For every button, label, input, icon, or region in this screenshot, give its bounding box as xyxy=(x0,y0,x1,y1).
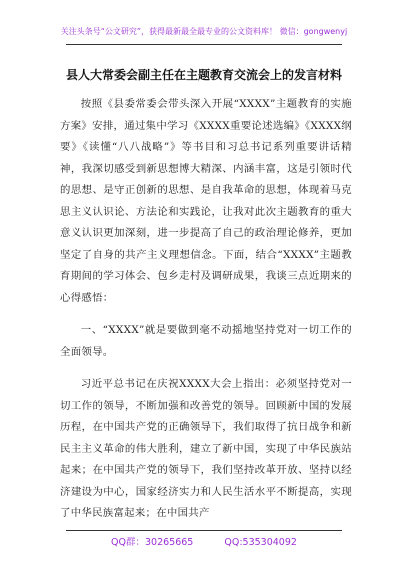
footer-qq-group: QQ群：30265665 xyxy=(111,537,194,548)
header-notice: 关注头条号“公文研究”，获得最新最全最专业的公文资料库！ 微信：gongwenyj xyxy=(60,27,348,36)
paragraph-body: 习近平总书记在庆祝XXXX大会上指出：必须坚持党对一切工作的领导，不断加强和改善党的领导。回顾新中国的发展历程，在中国共产党的正确领导下，我们取得了抗日战争和新民主主义革命的伟大胜利，建立了新中国，实现了中华民族站起来；在中国共产党的领导下，我们坚持改革开放、坚持以经济建设为中心，国家经济实力和人民生活水平不断提高，实现了中华民族富起来；在中国共产 xyxy=(60,378,352,519)
document-title: 县人大常委会副主任在主题教育交流会上的发言材料 xyxy=(65,68,342,82)
footer-qq-number: QQ:535304092 xyxy=(224,537,297,548)
paragraph-section-heading: 一、“XXXX”就是要做到毫不动摇地坚持党对一切工作的全面领导。 xyxy=(60,324,352,358)
footer-divider xyxy=(66,530,342,531)
footer-contact xyxy=(0,534,408,548)
paragraph-intro: 按照《县委常委会带头深入开展“XXXX”主题教育的实施方案》安排，通过集中学习《XXXX重要论述选编》《XXXX纲要》《读懂“八八战略”》等书目和习总书记系列重要讲话精神，我深切感受到新思想博大精深、内涵丰富，这是引领时代的思想、是守正创新的思想、是自我革命的思想，体现着马克思主义认识论、方法论和实践论，让我对此次主题教育的重大意义认识更加深刻，进一步提高了自己的政治理论修养，更加坚定了自身的共产主义理想信念。下面，结合“XXXX”主题教育期间的学习体会、包乡走村及调研成果，我谈三点近期来的心得感悟： xyxy=(60,98,352,304)
header-divider xyxy=(66,44,342,45)
document-body xyxy=(60,94,352,525)
